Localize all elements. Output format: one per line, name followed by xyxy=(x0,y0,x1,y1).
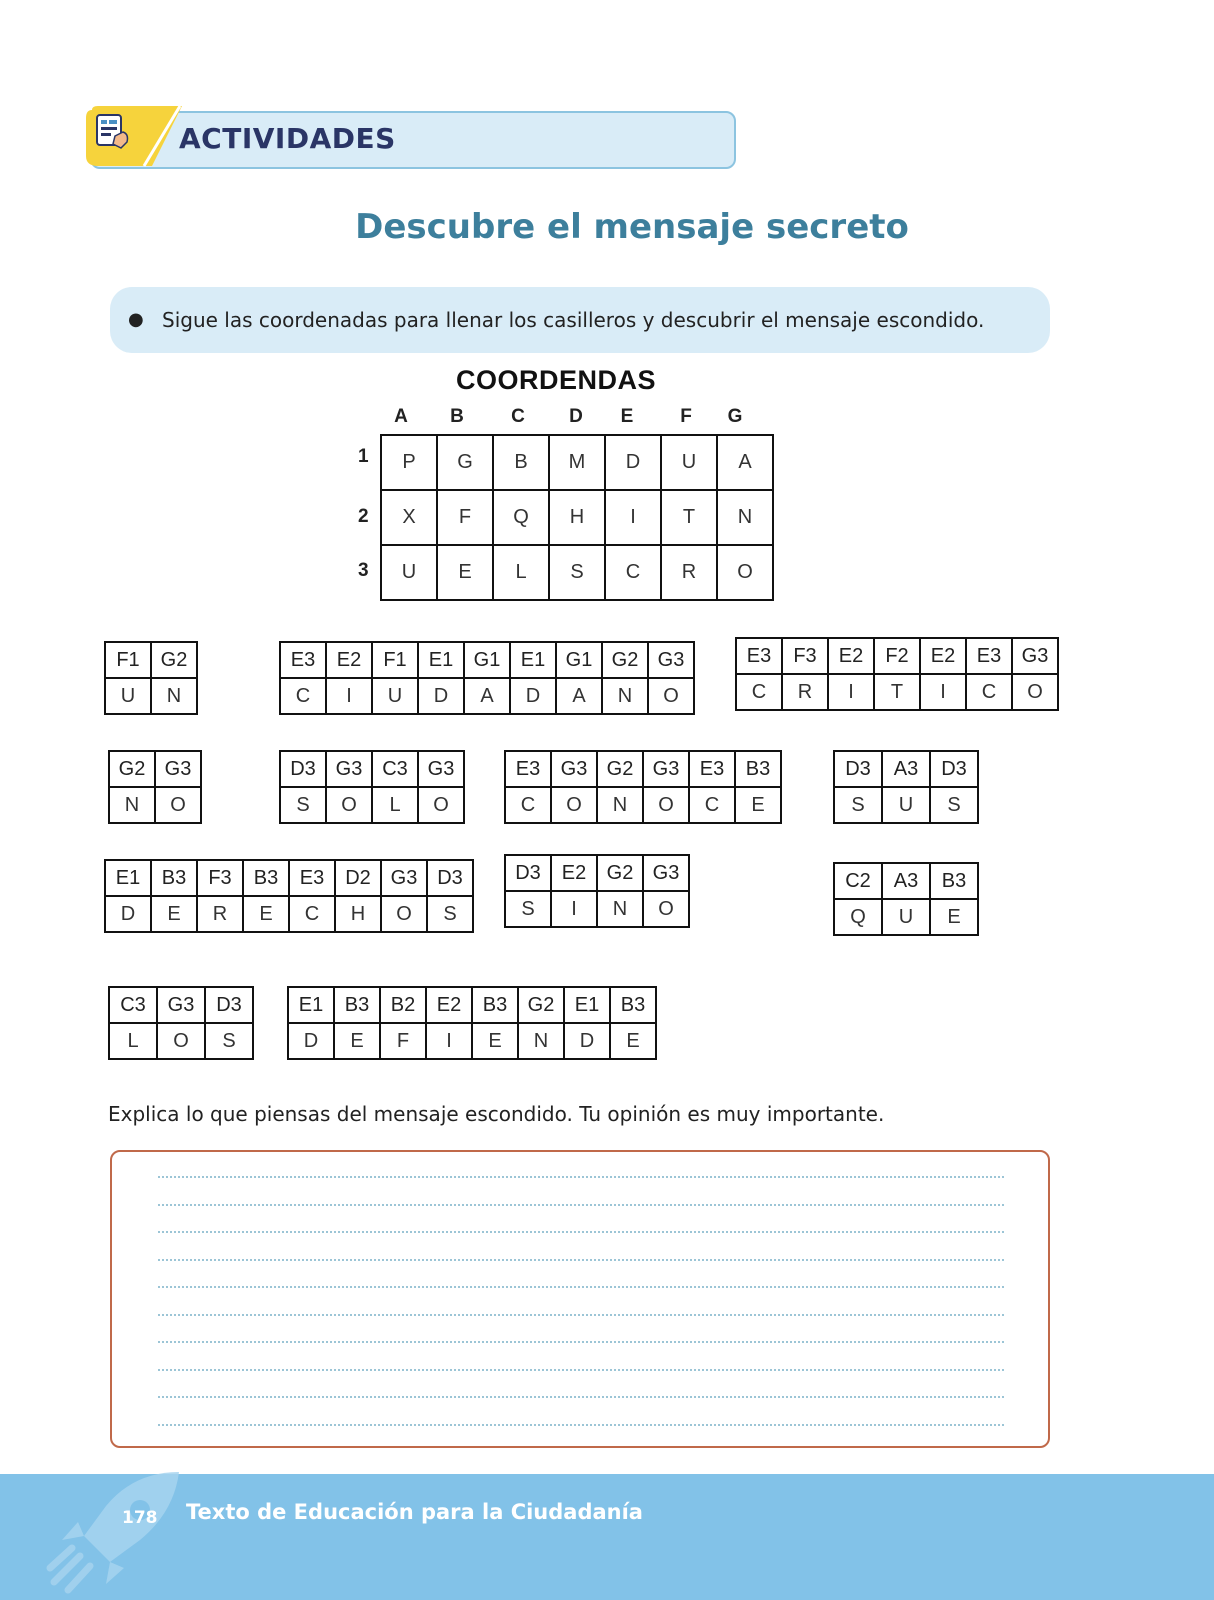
letter-cell[interactable]: O xyxy=(1012,674,1058,710)
answer-line[interactable] xyxy=(158,1176,1004,1178)
grid-cell: P xyxy=(381,435,437,490)
coordinate-code: C2 xyxy=(834,863,882,899)
letter-cell[interactable]: R xyxy=(197,896,243,932)
explain-prompt: Explica lo que piensas del mensaje escondido. Tu opinión es muy importante. xyxy=(108,1102,885,1126)
coordinate-code: G2 xyxy=(597,751,643,787)
grid-cell: X xyxy=(381,490,437,545)
letter-cell[interactable]: E xyxy=(930,899,978,935)
word-box xyxy=(104,641,198,715)
coordinate-code: G3 xyxy=(157,987,205,1023)
coordinate-code: B3 xyxy=(735,751,781,787)
page-number: 178 xyxy=(122,1508,158,1528)
letter-cell[interactable]: N xyxy=(602,678,648,714)
grid-cell: S xyxy=(549,545,605,600)
row-label: 2 xyxy=(358,506,369,527)
letter-cell[interactable]: I xyxy=(920,674,966,710)
coordinate-code: B3 xyxy=(930,863,978,899)
answer-line[interactable] xyxy=(158,1396,1004,1398)
answer-line[interactable] xyxy=(158,1314,1004,1316)
coordinate-code: E1 xyxy=(510,642,556,678)
coordinate-code: B3 xyxy=(610,987,656,1023)
coordinate-code: C3 xyxy=(109,987,157,1023)
coordinate-code: C3 xyxy=(372,751,418,787)
coordinate-code: B3 xyxy=(334,987,380,1023)
grid-cell: H xyxy=(549,490,605,545)
coordinate-code: E2 xyxy=(426,987,472,1023)
coordinate-code: F1 xyxy=(105,642,151,678)
coordinate-code: B3 xyxy=(472,987,518,1023)
column-label: B xyxy=(450,406,464,427)
letter-cell[interactable]: E xyxy=(472,1023,518,1059)
coordinate-code: E1 xyxy=(288,987,334,1023)
coordinate-code: A3 xyxy=(882,863,930,899)
letter-cell[interactable]: S xyxy=(930,787,978,823)
coordinate-code: G3 xyxy=(381,860,427,896)
coordinate-code: D3 xyxy=(205,987,253,1023)
coordinate-code: D3 xyxy=(930,751,978,787)
instruction-box xyxy=(110,287,1050,353)
rocket-icon xyxy=(44,1466,184,1600)
grid-cell: B xyxy=(493,435,549,490)
coordinate-code: F3 xyxy=(782,638,828,674)
letter-cell[interactable]: O xyxy=(155,787,201,823)
letter-cell[interactable]: O xyxy=(643,787,689,823)
answer-line[interactable] xyxy=(158,1259,1004,1261)
column-label: D xyxy=(569,406,583,427)
word-box xyxy=(504,750,782,824)
coordinate-code: G3 xyxy=(1012,638,1058,674)
letter-cell[interactable]: A xyxy=(464,678,510,714)
coordinate-code: E3 xyxy=(505,751,551,787)
answer-box[interactable] xyxy=(110,1150,1050,1448)
coordinate-code: G2 xyxy=(518,987,564,1023)
page-title: Descubre el mensaje secreto xyxy=(355,207,909,247)
coordinate-code: B3 xyxy=(151,860,197,896)
grid-cell: I xyxy=(605,490,661,545)
letter-cell[interactable]: E xyxy=(151,896,197,932)
letter-cell[interactable]: U xyxy=(882,787,930,823)
grid-cell: T xyxy=(661,490,717,545)
letter-cell[interactable]: R xyxy=(782,674,828,710)
letter-cell[interactable]: E xyxy=(610,1023,656,1059)
coordinate-code: B3 xyxy=(243,860,289,896)
letter-cell[interactable]: C xyxy=(505,787,551,823)
letter-cell[interactable]: O xyxy=(157,1023,205,1059)
book-title: Texto de Educación para la Ciudadanía xyxy=(186,1500,643,1524)
letter-cell[interactable]: S xyxy=(205,1023,253,1059)
coordinate-code: E1 xyxy=(564,987,610,1023)
column-label: G xyxy=(727,406,743,427)
letter-cell[interactable]: I xyxy=(426,1023,472,1059)
coordinate-code: G2 xyxy=(151,642,197,678)
coordinate-code: G1 xyxy=(556,642,602,678)
coordinate-code: G3 xyxy=(643,751,689,787)
coordinate-code: E1 xyxy=(105,860,151,896)
letter-cell[interactable]: D xyxy=(288,1023,334,1059)
column-label: C xyxy=(511,406,525,427)
answer-line[interactable] xyxy=(158,1204,1004,1206)
coordinate-code: E3 xyxy=(280,642,326,678)
word-box xyxy=(108,750,202,824)
grid-cell: N xyxy=(717,490,773,545)
word-box xyxy=(833,750,979,824)
letter-cell[interactable]: S xyxy=(505,891,551,927)
answer-line[interactable] xyxy=(158,1369,1004,1371)
word-box xyxy=(279,641,695,715)
letter-cell[interactable]: Q xyxy=(834,899,882,935)
coordinate-code: G3 xyxy=(418,751,464,787)
letter-cell[interactable]: O xyxy=(418,787,464,823)
answer-line[interactable] xyxy=(158,1231,1004,1233)
letter-cell[interactable]: C xyxy=(736,674,782,710)
grid-cell: E xyxy=(437,545,493,600)
coordinate-code: E2 xyxy=(828,638,874,674)
coordinates-title: COORDENDAS xyxy=(456,365,657,395)
row-label: 3 xyxy=(358,560,369,581)
column-label: E xyxy=(620,406,634,427)
grid-cell: G xyxy=(437,435,493,490)
letter-cell[interactable]: O xyxy=(326,787,372,823)
coordinate-code: G3 xyxy=(648,642,694,678)
answer-line[interactable] xyxy=(158,1424,1004,1426)
section-title: ACTIVIDADES xyxy=(179,122,396,155)
coordinate-code: G3 xyxy=(326,751,372,787)
coordinate-code: G2 xyxy=(109,751,155,787)
coordinate-code: D3 xyxy=(280,751,326,787)
letter-cell[interactable]: C xyxy=(280,678,326,714)
word-box xyxy=(833,862,979,936)
letter-cell[interactable]: A xyxy=(556,678,602,714)
letter-cell[interactable]: S xyxy=(427,896,473,932)
word-box xyxy=(279,750,465,824)
coordinate-code: F1 xyxy=(372,642,418,678)
coordinate-code: D3 xyxy=(834,751,882,787)
grid-cell: Q xyxy=(493,490,549,545)
tablet-hand-icon xyxy=(93,112,133,152)
letter-cell[interactable]: N xyxy=(597,787,643,823)
coordinate-code: G3 xyxy=(551,751,597,787)
word-box xyxy=(104,859,474,933)
letter-cell[interactable]: D xyxy=(418,678,464,714)
coordinate-code: E2 xyxy=(326,642,372,678)
coordinate-code: G1 xyxy=(464,642,510,678)
coordinate-code: E2 xyxy=(551,855,597,891)
letter-cell[interactable]: S xyxy=(280,787,326,823)
letter-cell[interactable]: N xyxy=(151,678,197,714)
coordinate-code: E3 xyxy=(736,638,782,674)
letter-cell[interactable]: N xyxy=(109,787,155,823)
coordinate-code: D3 xyxy=(427,860,473,896)
letter-cell[interactable]: I xyxy=(551,891,597,927)
letter-cell[interactable]: U xyxy=(105,678,151,714)
column-label: F xyxy=(680,406,692,427)
grid-cell: D xyxy=(605,435,661,490)
coordinate-code: E1 xyxy=(418,642,464,678)
letter-cell[interactable]: E xyxy=(243,896,289,932)
letter-cell[interactable]: L xyxy=(109,1023,157,1059)
answer-line[interactable] xyxy=(158,1341,1004,1343)
letter-cell[interactable]: U xyxy=(882,899,930,935)
grid-cell: U xyxy=(661,435,717,490)
letter-cell[interactable]: C xyxy=(289,896,335,932)
grid-cell: C xyxy=(605,545,661,600)
grid-cell: L xyxy=(493,545,549,600)
coordinate-code: D2 xyxy=(335,860,381,896)
grid-cell: M xyxy=(549,435,605,490)
word-box xyxy=(735,637,1059,711)
letter-cell[interactable]: D xyxy=(105,896,151,932)
letter-cell[interactable]: N xyxy=(518,1023,564,1059)
letter-cell[interactable]: H xyxy=(335,896,381,932)
letter-cell[interactable]: E xyxy=(735,787,781,823)
coordinate-code: G2 xyxy=(602,642,648,678)
coordinate-code: E3 xyxy=(966,638,1012,674)
letter-cell[interactable]: E xyxy=(334,1023,380,1059)
word-box xyxy=(108,986,254,1060)
letter-cell[interactable]: I xyxy=(326,678,372,714)
letter-cell[interactable]: T xyxy=(874,674,920,710)
instruction-text: Sigue las coordenadas para llenar los casilleros y descubrir el mensaje escondido. xyxy=(162,308,985,332)
bullet-icon: ● xyxy=(128,309,144,330)
coordinates-grid xyxy=(380,434,774,601)
grid-cell: U xyxy=(381,545,437,600)
grid-cell: O xyxy=(717,545,773,600)
letter-cell[interactable]: O xyxy=(648,678,694,714)
letter-cell[interactable]: L xyxy=(372,787,418,823)
letter-cell[interactable]: U xyxy=(372,678,418,714)
coordinate-code: G2 xyxy=(597,855,643,891)
row-label: 1 xyxy=(358,446,369,467)
letter-cell[interactable]: O xyxy=(381,896,427,932)
grid-cell: R xyxy=(661,545,717,600)
coordinate-code: F3 xyxy=(197,860,243,896)
word-box xyxy=(287,986,657,1060)
coordinate-code: G3 xyxy=(643,855,689,891)
word-box xyxy=(504,854,690,928)
letter-cell[interactable]: C xyxy=(689,787,735,823)
grid-cell: A xyxy=(717,435,773,490)
letter-cell[interactable]: D xyxy=(564,1023,610,1059)
letter-cell[interactable]: O xyxy=(551,787,597,823)
letter-cell[interactable]: O xyxy=(643,891,689,927)
answer-line[interactable] xyxy=(158,1286,1004,1288)
letter-cell[interactable]: S xyxy=(834,787,882,823)
coordinate-code: E2 xyxy=(920,638,966,674)
letter-cell[interactable]: N xyxy=(597,891,643,927)
coordinate-code: A3 xyxy=(882,751,930,787)
letter-cell[interactable]: D xyxy=(510,678,556,714)
coordinate-code: E3 xyxy=(289,860,335,896)
grid-cell: F xyxy=(437,490,493,545)
coordinate-code: E3 xyxy=(689,751,735,787)
letter-cell[interactable]: F xyxy=(380,1023,426,1059)
coordinate-code: D3 xyxy=(505,855,551,891)
coordinate-code: G3 xyxy=(155,751,201,787)
coordinate-code: B2 xyxy=(380,987,426,1023)
letter-cell[interactable]: I xyxy=(828,674,874,710)
column-label: A xyxy=(394,406,408,427)
letter-cell[interactable]: C xyxy=(966,674,1012,710)
coordinate-code: F2 xyxy=(874,638,920,674)
